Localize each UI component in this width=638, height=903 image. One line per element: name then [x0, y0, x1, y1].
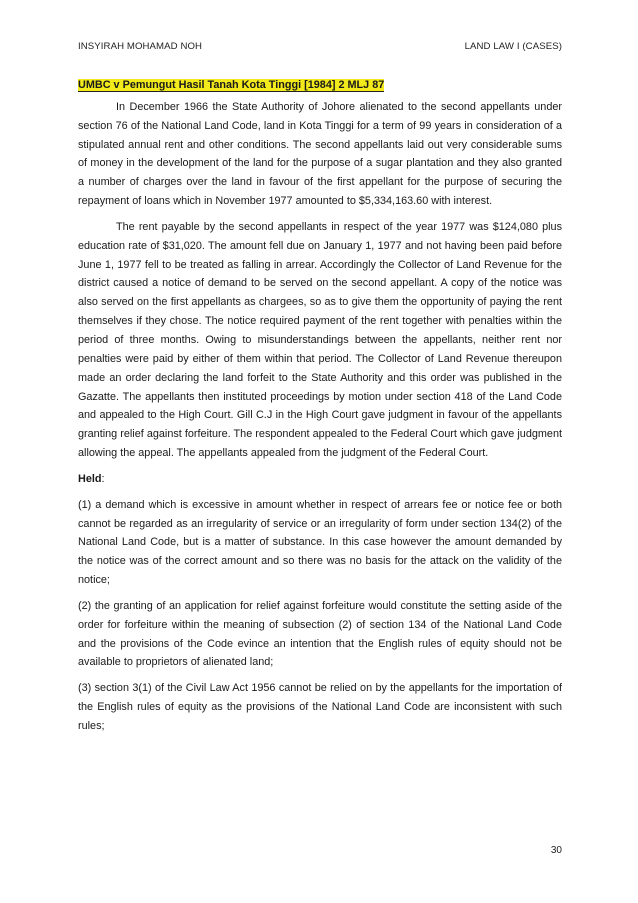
held-point-2: (2) the granting of an application for relief against forfeiture would constitute the setting aside of the order for forfeiture within the meaning of subsection (2) of section 134 of the National Land Code and the provisions of the Code evince an intention that the English rules of equity should not be available to proprietors of alienated land;: [78, 599, 562, 669]
page-number: 30: [550, 845, 562, 856]
header-course: LAND LAW I (CASES): [464, 41, 562, 52]
case-title: [78, 76, 562, 95]
page-header: [78, 41, 562, 52]
facts-paragraph-1: In December 1966 the State Authority of Johore alienated to the second appellants under section 76 of the National Land Code, land in Kota Tinggi for a term of 99 years in consideration of a stipulated annual rent and other conditions. The second appellants laid out very considerable sums of money in the development of the land for the purpose of a sugar plantation and they also granted a number of charges over the land in favour of the first appellant for the purpose of securing the repayment of loans which in November 1977 amounted to $5,334,163.60 with interest.: [78, 100, 562, 208]
held-colon: :: [101, 472, 105, 485]
header-author: INSYIRAH MOHAMAD NOH: [78, 41, 203, 52]
held-label: Held: [78, 472, 102, 485]
case-title-text: UMBC v Pemungut Hasil Tanah Kota Tinggi [1984] 2 MLJ 87: [78, 79, 385, 91]
document-page: [78, 0, 562, 903]
held-point-1: (1) a demand which is excessive in amount whether in respect of arrears fee or notice fee or both cannot be regarded as an irregularity of service or an irregularity of form under section 134(2) of the National Land Code, but is a matter of substance. In this case however the amount demanded by the notice was of the correct amount and so there was no basis for the attack on the validity of the notice;: [78, 498, 562, 587]
facts-paragraph-2: The rent payable by the second appellants in respect of the year 1977 was $124,080 plus education rate of $31,020. The amount fell due on January 1, 1977 and not having been paid before June 1, 1977 fell to be treated as falling in arrear. Accordingly the Collector of Land Revenue for the district caused a notice of demand to be served on the second appellant. A copy of the notice was also served on the first appellants as chargees, so as to give them the opportunity of paying the rent themselves if they chose. The notice required payment of the rent together with penalties within the period of three months. Owing to misunderstandings between the appellants, neither rent nor penalties were paid by either of them within that period. The Collector of Land Revenue thereupon made an order declaring the land forfeit to the State Authority and this order was published in the Gazatte. The appellants then instituted proceedings by motion under section 418 of the Land Code and appealed to the High Court. Gill C.J in the High Court gave judgment in favour of the appellants granting relief against forfeiture. The respondent appealed to the Federal Court which gave judgment allowing the appeal. The appellants appealed from the judgment of the Federal Court.: [78, 220, 562, 460]
held-heading: [78, 470, 562, 489]
held-point-3: (3) section 3(1) of the Civil Law Act 1956 cannot be relied on by the appellants for the importation of the English rules of equity as the provisions of the National Land Code are inconsistent with such rules;: [78, 682, 562, 732]
page-content: [78, 76, 562, 743]
